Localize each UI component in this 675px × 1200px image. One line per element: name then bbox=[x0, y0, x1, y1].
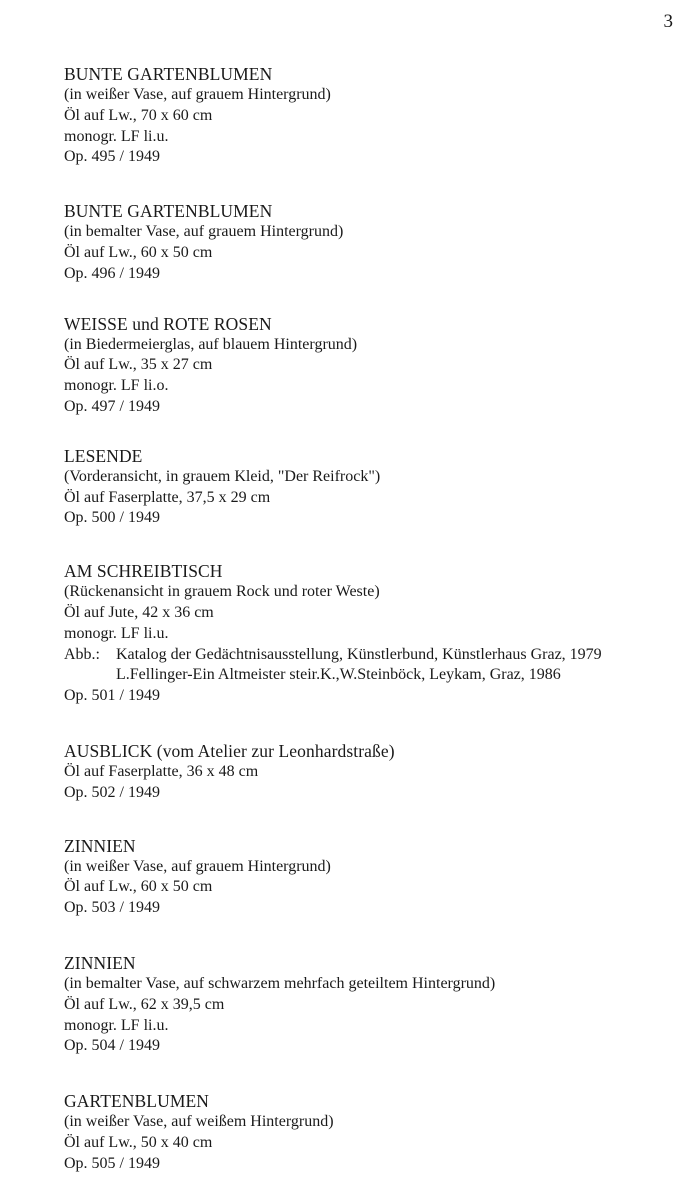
entry-description: (Rückenansicht in grauem Rock und roter Weste) bbox=[64, 583, 380, 601]
illustration-ref-list bbox=[116, 645, 602, 687]
entry-medium: Öl auf Lw., 60 x 50 cm bbox=[64, 243, 213, 261]
entry-opus: Op. 502 / 1949 bbox=[64, 783, 160, 801]
entry-opus: Op. 500 / 1949 bbox=[64, 509, 160, 527]
illustration-ref: L.Fellinger-Ein Altmeister steir.K.,W.Steinböck, Leykam, Graz, 1986 bbox=[116, 666, 561, 684]
illustration-ref: Katalog der Gedächtnisausstellung, Künstlerbund, Künstlerhaus Graz, 1979 bbox=[116, 645, 602, 663]
catalog-list bbox=[64, 63, 672, 1175]
entry-title: ZINNIEN bbox=[64, 952, 136, 973]
catalog-entry bbox=[64, 200, 672, 284]
entry-opus: Op. 503 / 1949 bbox=[64, 899, 160, 917]
catalog-entry bbox=[64, 1090, 672, 1174]
entry-signature: monogr. LF li.u. bbox=[64, 624, 169, 642]
entry-medium: Öl auf Lw., 35 x 27 cm bbox=[64, 356, 213, 374]
entry-medium: Öl auf Lw., 70 x 60 cm bbox=[64, 106, 213, 124]
entry-medium: Öl auf Lw., 62 x 39,5 cm bbox=[64, 995, 225, 1013]
entry-opus: Op. 496 / 1949 bbox=[64, 264, 160, 282]
entry-title: WEISSE und ROTE ROSEN bbox=[64, 313, 272, 334]
illustration-label: Abb.: bbox=[64, 645, 100, 663]
entry-opus: Op. 501 / 1949 bbox=[64, 687, 160, 705]
page-number: 3 bbox=[663, 11, 673, 32]
entry-signature: monogr. LF li.u. bbox=[64, 1016, 169, 1034]
entry-title: BUNTE GARTENBLUMEN bbox=[64, 201, 273, 222]
entry-opus: Op. 505 / 1949 bbox=[64, 1154, 160, 1172]
catalog-entry bbox=[64, 63, 672, 168]
entry-title: AM SCHREIBTISCH bbox=[64, 561, 223, 582]
catalog-entry bbox=[64, 835, 672, 919]
entry-description: (in bemalter Vase, auf grauem Hintergrund) bbox=[64, 223, 344, 241]
entry-illustration-refs bbox=[64, 645, 672, 687]
entry-medium: Öl auf Faserplatte, 36 x 48 cm bbox=[64, 762, 259, 780]
entry-medium: Öl auf Faserplatte, 37,5 x 29 cm bbox=[64, 488, 271, 506]
entry-opus: Op. 504 / 1949 bbox=[64, 1037, 160, 1055]
entry-title: AUSBLICK (vom Atelier zur Leonhardstraße) bbox=[64, 740, 395, 761]
catalog-entry bbox=[64, 740, 672, 804]
catalog-entry bbox=[64, 952, 672, 1057]
entry-medium: Öl auf Jute, 42 x 36 cm bbox=[64, 603, 214, 621]
entry-title: LESENDE bbox=[64, 445, 143, 466]
entry-title: ZINNIEN bbox=[64, 835, 136, 856]
entry-description: (in bemalter Vase, auf schwarzem mehrfach geteiltem Hintergrund) bbox=[64, 974, 496, 992]
entry-title: GARTENBLUMEN bbox=[64, 1091, 210, 1112]
entry-signature: monogr. LF li.u. bbox=[64, 127, 169, 145]
entry-description: (in weißer Vase, auf grauem Hintergrund) bbox=[64, 857, 331, 875]
entry-medium: Öl auf Lw., 50 x 40 cm bbox=[64, 1133, 213, 1151]
entry-description: (Vorderansicht, in grauem Kleid, "Der Reifrock") bbox=[64, 467, 381, 485]
catalog-entry bbox=[64, 560, 672, 707]
entry-description: (in weißer Vase, auf grauem Hintergrund) bbox=[64, 86, 331, 103]
entry-description: (in weißer Vase, auf weißem Hintergrund) bbox=[64, 1113, 334, 1131]
entry-signature: monogr. LF li.o. bbox=[64, 377, 169, 395]
entry-opus: Op. 497 / 1949 bbox=[64, 397, 160, 415]
entry-title: BUNTE GARTENBLUMEN bbox=[64, 64, 273, 84]
entry-opus: Op. 495 / 1949 bbox=[64, 148, 160, 166]
catalog-entry bbox=[64, 445, 672, 529]
entry-description: (in Biedermeierglas, auf blauem Hintergrund) bbox=[64, 335, 358, 353]
entry-medium: Öl auf Lw., 60 x 50 cm bbox=[64, 878, 213, 896]
catalog-entry bbox=[64, 313, 672, 418]
